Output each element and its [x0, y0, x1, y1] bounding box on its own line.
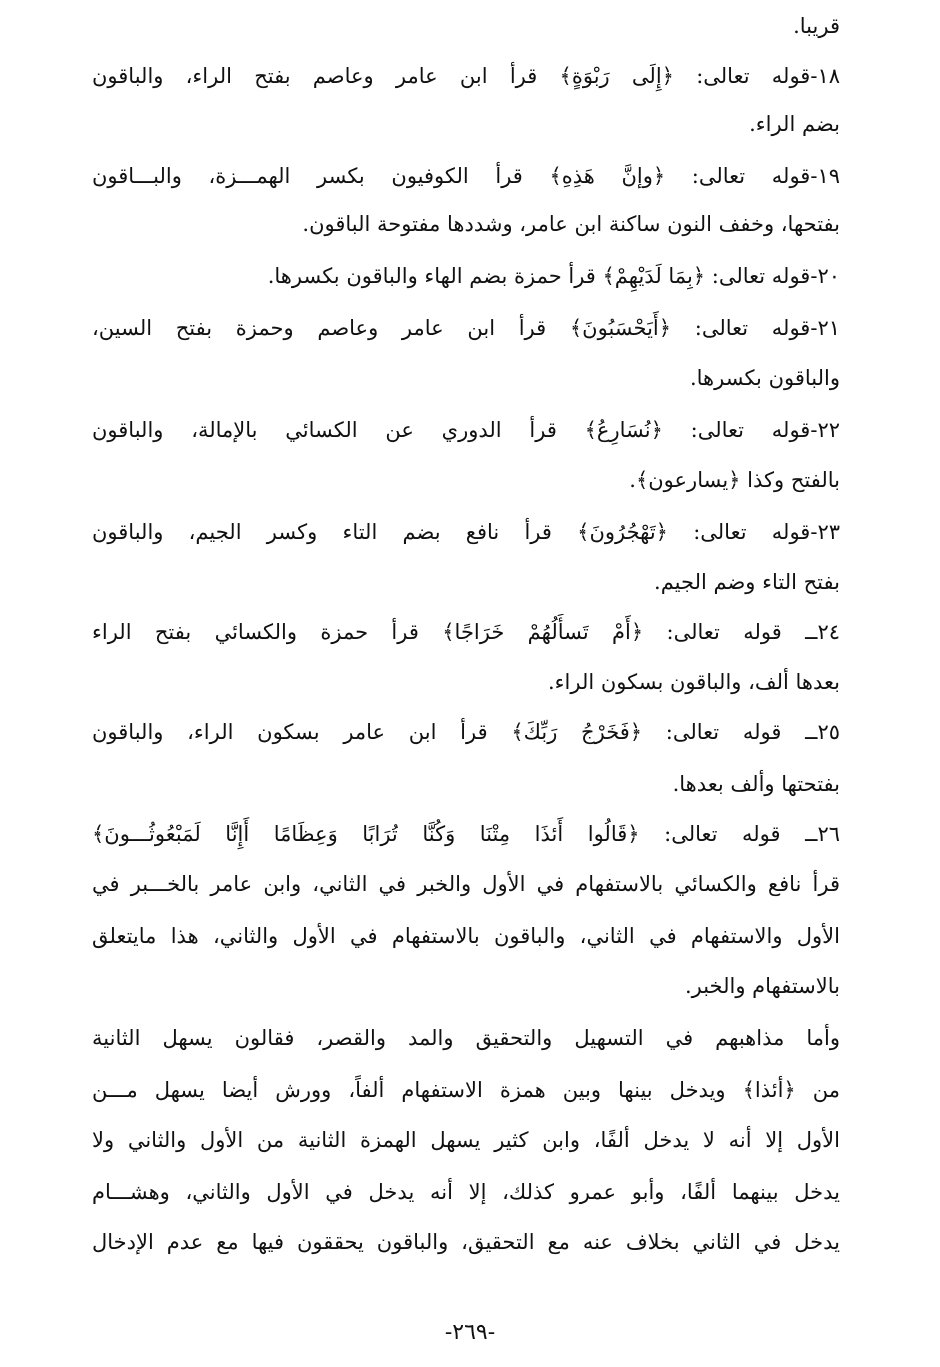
text-line: ٢٦ــ قوله تعالى: ﴿قَالُوا أَئذَا مِتْنَا وَكُنَّا تُرَابًا وَعِظَامًا أَإِنَّا لَمَبْعُوثُـــونَ﴾ [92, 822, 840, 846]
text-line: بفتحتها وألف بعدها. [672, 772, 840, 796]
page-number: -٢٦٩- [444, 1320, 496, 1345]
text-line: يدخل في الثاني بخلاف عنه مع التحقيق، والباقون يحققون فيها مع عدم الإدخال [92, 1230, 840, 1254]
text-line: ٢٣-قوله تعالى: ﴿تَهْجُرُونَ﴾ قرأ نافع بضم التاء وكسر الجيم، والباقون [92, 520, 840, 544]
text-line: والباقون بكسرها. [689, 366, 840, 390]
text-line: قريبا. [793, 14, 840, 38]
text-line: ١٨-قوله تعالى: ﴿إِلَى رَبْوَةٍ﴾ قرأ ابن عامر وعاصم بفتح الراء، والباقون [92, 64, 840, 88]
text-line: قرأ نافع والكسائي بالاستفهام في الأول والخبر في الثاني، وابن عامر بالخـــبر في [92, 872, 840, 896]
text-line: ٢٢-قوله تعالى: ﴿نُسَارِعُ﴾ قرأ الدوري عن الكسائي بالإمالة، والباقون [92, 418, 840, 442]
text-line: وأما مذاهبهم في التسهيل والتحقيق والمد والقصر، فقالون يسهل الثانية [92, 1026, 840, 1050]
text-line: ٢١-قوله تعالى: ﴿أَيَحْسَبُونَ﴾ قرأ ابن عامر وعاصم وحمزة بفتح السين، [92, 316, 840, 340]
text-line: يدخل بينهما ألفًا، وأبو عمرو كذلك، إلا أنه يدخل في الأول والثاني، وهشـــام [92, 1180, 840, 1204]
text-line: بعدها ألف، والباقون بسكون الراء. [548, 670, 840, 694]
text-line: بالاستفهام والخبر. [684, 974, 840, 998]
text-line: ٢٥ــ قوله تعالى: ﴿فَخَرْجُ رَبِّكَ﴾ قرأ ابن عامر بسكون الراء، والباقون [92, 720, 840, 744]
text-line: بفتحها، وخفف النون ساكنة ابن عامر، وشددها مفتوحة الباقون. [302, 212, 840, 236]
text-line: الأول والاستفهام في الثاني، والباقون بالاستفهام في الأول والثاني، هذا مايتعلق [92, 924, 840, 948]
text-line: ٢٤ــ قوله تعالى: ﴿أَمْ تَسأَلُهُمْ خَرَاجًا﴾ قرأ حمزة والكسائي بفتح الراء [92, 620, 840, 644]
text-line: من ﴿أئذا﴾ ويدخل بينها وبين همزة الاستفهام ألفاً، وورش أيضا يسهل مـــن [92, 1078, 840, 1102]
text-line: بضم الراء. [749, 112, 840, 136]
text-line: ١٩-قوله تعالى: ﴿وإنَّ هَذِهِ﴾ قرأ الكوفيون بكسر الهمـــزة، والبـــاقون [92, 164, 840, 188]
text-line: بفتح التاء وضم الجيم. [654, 570, 840, 594]
text-line: ٢٠-قوله تعالى: ﴿بِمَا لَدَيْهِمْ﴾ قرأ حمزة بضم الهاء والباقون بكسرها. [267, 264, 840, 288]
text-line: بالفتح وكذا ﴿يسارعون﴾. [629, 468, 840, 492]
text-line: الأول إلا أنه لا يدخل ألفًا، وابن كثير يسهل الهمزة الثانية من الأول والثاني ولا [92, 1128, 840, 1152]
